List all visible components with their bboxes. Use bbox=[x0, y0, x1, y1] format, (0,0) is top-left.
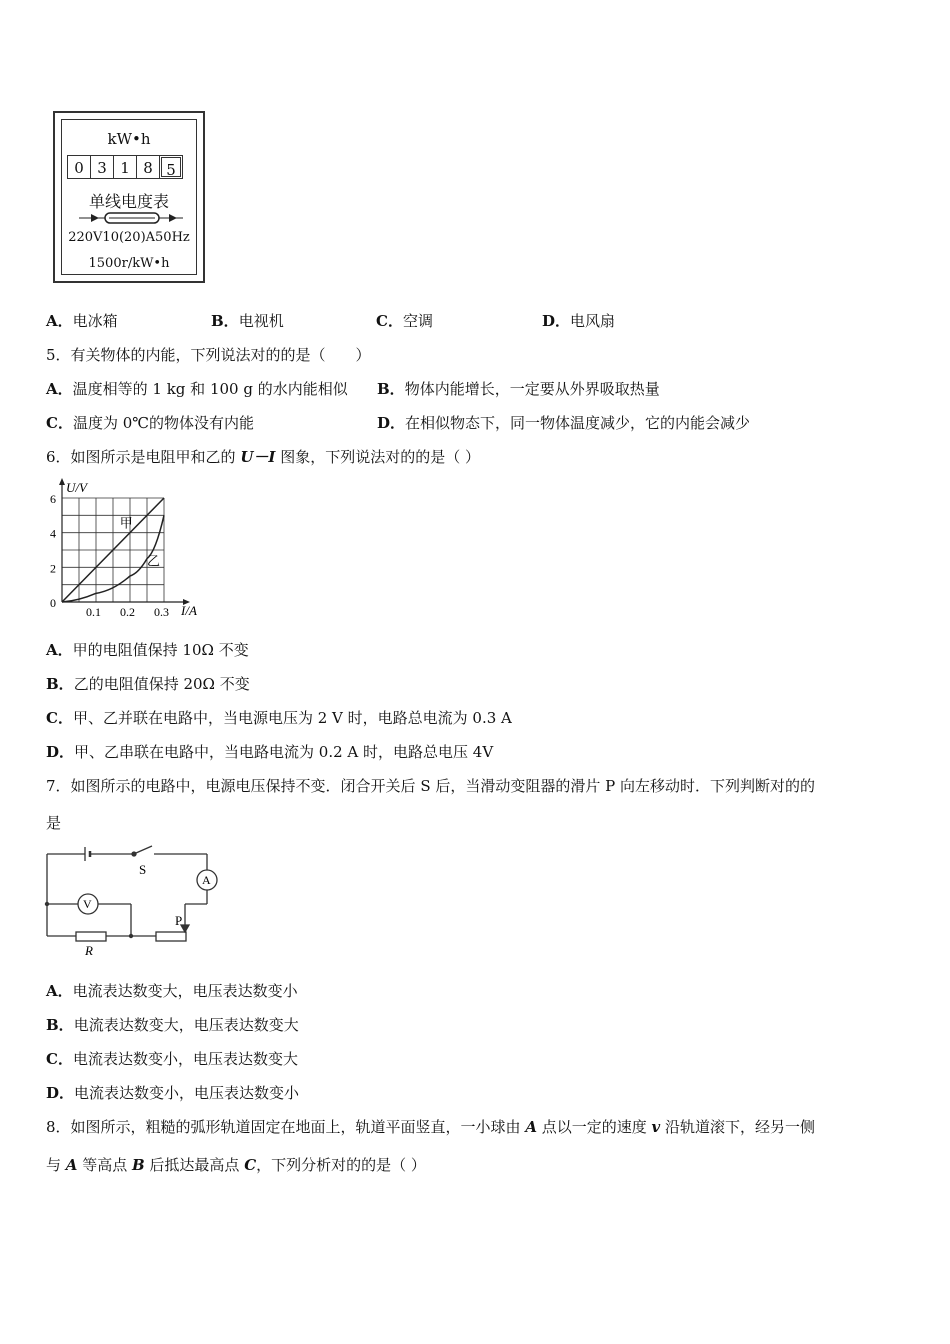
resistor-label: R bbox=[85, 943, 93, 958]
q4-option-c[interactable]: C．空调 bbox=[376, 312, 433, 330]
meter-spec: 220V10(20)A50Hz bbox=[68, 230, 190, 245]
q4-option-a[interactable]: A．电冰箱 bbox=[46, 312, 118, 330]
meter-unit: kW•h bbox=[107, 130, 151, 148]
ammeter-label: A bbox=[202, 873, 211, 887]
voltmeter-label: V bbox=[83, 897, 92, 911]
ui-graph-chart bbox=[40, 478, 210, 623]
series-label: 甲 bbox=[119, 516, 133, 532]
slider-label: P bbox=[175, 913, 183, 928]
q6-stem: 6．如图所示是电阻甲和乙的 U－I 图象，下列说法对的的是（ ） bbox=[46, 448, 480, 466]
chart-y-axis-label: U/V bbox=[66, 480, 87, 495]
x-tick-label: 0.2 bbox=[120, 605, 135, 619]
q7-option-a[interactable]: A．电流表达数变大，电压表达数变小 bbox=[46, 982, 298, 1000]
q4-option-d[interactable]: D．电风扇 bbox=[542, 312, 616, 330]
y-tick-label: 0 bbox=[50, 596, 56, 610]
q6-option-d[interactable]: D．甲、乙串联在电路中，当电路电流为 0.2 A 时，电路总电压 4V bbox=[46, 743, 494, 761]
q6-option-a[interactable]: A．甲的电阻值保持 10Ω 不变 bbox=[46, 641, 249, 659]
q5-option-b[interactable]: B．物体内能增长，一定要从外界吸取热量 bbox=[377, 380, 660, 398]
y-tick-label: 4 bbox=[50, 526, 56, 541]
q7-option-d[interactable]: D．电流表达数变小，电压表达数变小 bbox=[46, 1084, 300, 1102]
q6-option-b[interactable]: B．乙的电阻值保持 20Ω 不变 bbox=[46, 675, 250, 693]
meter-disk-icon bbox=[77, 211, 185, 225]
x-tick-label: 0.3 bbox=[154, 605, 169, 619]
switch-label: S bbox=[139, 862, 147, 877]
meter-name: 单线电度表 bbox=[88, 192, 169, 211]
y-tick-label: 2 bbox=[50, 561, 56, 576]
q7-stem-line1: 7．如图所示的电路中，电源电压保持不变．闭合开关后 S 后，当滑动变阻器的滑片 P 向左移动时．下列判断对的的 bbox=[46, 777, 815, 795]
q5-option-a[interactable]: A．温度相等的 1 kg 和 100 g 的水内能相似 bbox=[46, 380, 348, 398]
electric-meter-figure bbox=[53, 111, 205, 283]
q5-option-d[interactable]: D．在相似物态下，同一物体温度减少，它的内能会减少 bbox=[377, 414, 751, 432]
x-tick-label: 0.1 bbox=[86, 605, 101, 619]
circuit-diagram bbox=[40, 843, 225, 958]
q8-stem-line1: 8．如图所示，粗糙的弧形轨道固定在地面上，轨道平面竖直，一小球由 A 点以一定的速度 v 沿轨道滚下，经另一侧 bbox=[46, 1118, 816, 1136]
meter-digit: 0 bbox=[67, 155, 91, 179]
q7-option-b[interactable]: B．电流表达数变大，电压表达数变大 bbox=[46, 1016, 299, 1034]
meter-digit: 1 bbox=[113, 155, 137, 179]
y-tick-label: 6 bbox=[50, 492, 56, 506]
chart-x-axis-label: I/A bbox=[181, 603, 197, 618]
y-axis-arrow-icon bbox=[59, 478, 65, 485]
series-label: 乙 bbox=[147, 554, 161, 570]
meter-digit-decimal: 5 bbox=[159, 155, 183, 179]
q4-option-b[interactable]: B．电视机 bbox=[211, 312, 284, 330]
meter-revolutions: 1500r/kW•h bbox=[88, 256, 170, 271]
meter-digit: 3 bbox=[90, 155, 114, 179]
meter-digits bbox=[67, 155, 182, 179]
q7-option-c[interactable]: C．电流表达数变小，电压表达数变大 bbox=[46, 1050, 298, 1068]
q7-stem-line2: 是 bbox=[46, 814, 62, 832]
q8-stem-line2: 与 A 等高点 B 后抵达最高点 C，下列分析对的的是（ ） bbox=[46, 1156, 426, 1174]
q5-stem: 5．有关物体的内能，下列说法对的的是（ ） bbox=[46, 346, 371, 364]
meter-digit: 8 bbox=[136, 155, 160, 179]
q5-option-c[interactable]: C．温度为 0℃的物体没有内能 bbox=[46, 414, 255, 432]
q6-option-c[interactable]: C．甲、乙并联在电路中，当电源电压为 2 V 时，电路总电流为 0.3 A bbox=[46, 709, 512, 727]
